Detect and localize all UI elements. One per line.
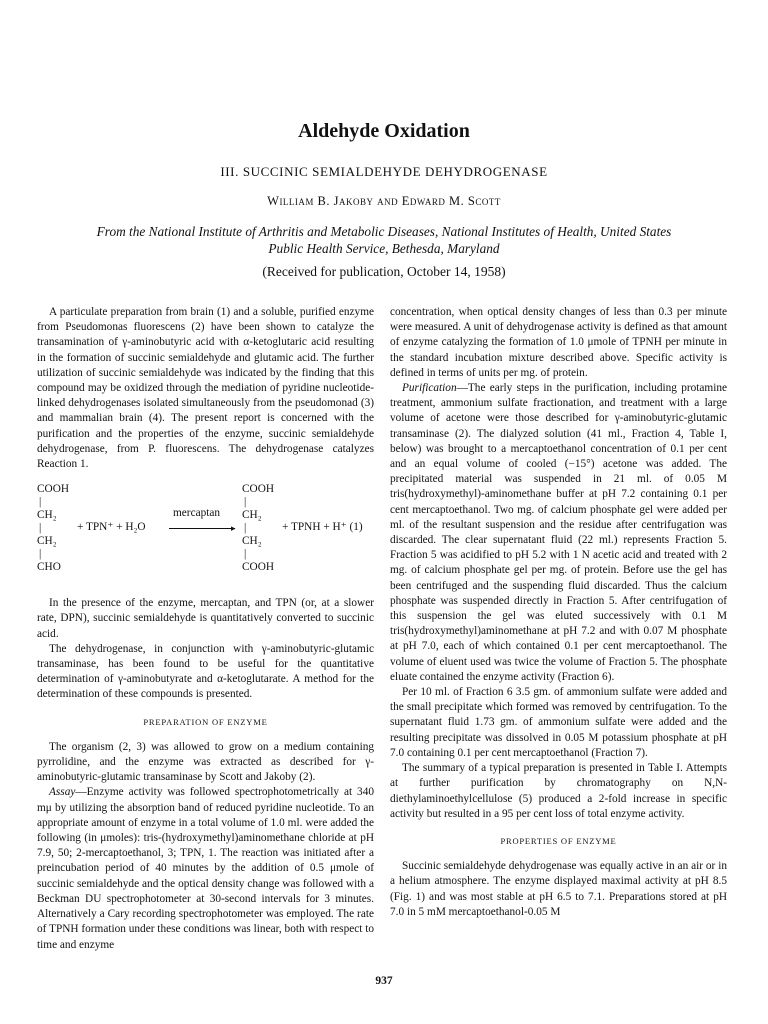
arrow-head: ▸ (231, 523, 236, 534)
reactant-line-5: CH₂ (37, 535, 57, 548)
section-heading-properties: PROPERTIES OF ENZYME (500, 835, 617, 846)
paragraph-purification (390, 381, 727, 685)
reactant-line-7: CHO (37, 561, 61, 574)
product-line-3: CH₂ (242, 509, 262, 522)
received-date: (Received for publication, October 14, 1958) (262, 264, 506, 279)
product-line-7: COOH (242, 561, 275, 574)
purification-lead: Purification (402, 382, 457, 395)
reactant-line-3: CH₂ (37, 509, 57, 522)
paragraph-method: The dehydrogenase, in conjunction with γ-aminobutyric-glutamic transaminase, has been found to be useful for the quantitative determination of γ-aminobutyrate and α-ketoglutarate. A method for the determination of these compounds is presented. (37, 642, 374, 701)
product-bond-2: | (244, 522, 247, 535)
affiliation: From the National Institute of Arthritis and Metabolic Diseases, National Institutes of Health, United States Public Health Service, Bethesda, Maryland (96, 224, 672, 256)
reaction-arrow (169, 528, 235, 529)
product-line-5: CH₂ (242, 535, 262, 548)
reactant-bond-3: | (39, 548, 42, 561)
arrow-label: mercaptan (173, 507, 221, 520)
paragraph-organism: The organism (2, 3) was allowed to grow on a medium containing pyrrolidine, and the enzyme was extracted as described for γ-aminobutyric-glutamic transaminase by Scott and Jakoby (2). (37, 740, 374, 784)
author-conjunction: and (377, 194, 399, 208)
paragraph-properties: Succinic semialdehyde dehydrogenase was equally active in an air or in a helium atmosphere. The enzyme displayed maximal activity at pH 8.5 (Fig. 1) and was most stable at pH 6.5 to 7.1. Preparations stored at pH 7.0 in 5 mM mercaptoethanol-0.05 M (390, 860, 727, 918)
paragraph-assay (37, 785, 374, 952)
page-number: 937 (375, 975, 393, 987)
reactant-bond-1: | (39, 496, 42, 509)
paragraph-conversion: In the presence of the enzyme, mercaptan, and TPN (or, at a slower rate, DPN), succinic semialdehyde is quantitatively converted to succinic acid. (37, 597, 374, 640)
product-bond-3: | (244, 548, 247, 561)
assay-text: —Enzyme activity was followed spectrophotometrically at 340 mμ by utilizing the absorption band of reduced pyridine nucleotide. To an appropriate amount of enzyme in a total volume of 1.0 ml. were added the following (in μmoles): tris-(hydroxymethyl)aminomethane chloride at pH 7.9, 50; 2-mercaptoethanol, 3; TPN, 1. The reaction was initiated after a preincubation period of 40 minutes by the addition of 0.5 μmole of succinic semialdehyde and the optical density change was followed with a Beckman DU spectrophotometer at 30-second intervals for 3 minutes. Alternatively a Cary recording spectrophotometer was employed. The rate of TPNH formation under these conditions was linear, both with respect to time and enzyme (37, 786, 374, 951)
reaction-1-equation (37, 482, 374, 588)
author-line (0, 194, 768, 209)
product-bond-1: | (244, 496, 247, 509)
product-cofactors: + TPNH + H⁺ (1) (282, 521, 363, 534)
author-2: Edward M. Scott (401, 194, 501, 208)
reactant-bond-2: | (39, 522, 42, 535)
paragraph-summary: The summary of a typical preparation is presented in Table I. Attempts at further purification by chromatography on N,N-diethylaminoethylcellulose (5) produced a 2-fold increase in specific activity but resulted in a 95 per cent loss of total enzyme activity. (390, 762, 727, 820)
paragraph-unit-definition: concentration, when optical density changes of less than 0.3 per minute were measured. A unit of dehydrogenase activity is defined as that amount of enzyme catalyzing the formation of 1.0 μmole of TPNH per minute in the standard incubation mixture described above. Specific activity is defined in terms of units per mg. of protein. (390, 306, 727, 379)
reactant-cofactors: + TPN⁺ + H₂O (77, 521, 146, 534)
article-subtitle: III. SUCCINIC SEMIALDEHYDE DEHYDROGENASE (220, 164, 548, 179)
left-column (37, 305, 374, 953)
right-column (390, 305, 727, 920)
paragraph-fraction-7: Per 10 ml. of Fraction 6 3.5 gm. of ammonium sulfate were added and the small precipitate which formed was removed by centrifugation. To the supernatant fluid 1.73 gm. of ammonium sulfate were added and the resulting precipitate was dissolved in 0.05 M potassium phosphate at pH 7.0 containing 0.1 per cent mercaptoethanol (Fraction 7). (390, 686, 727, 759)
article-title: Aldehyde Oxidation (298, 120, 470, 142)
section-heading-preparation: PREPARATION OF ENZYME (143, 716, 268, 727)
reactant-line-1: COOH (37, 483, 70, 496)
assay-lead: Assay (49, 786, 76, 799)
intro-paragraph: A particulate preparation from brain (1) and a soluble, purified enzyme from Pseudomonas fluorescens (2) have been shown to catalyze the transamination of γ-aminobutyric acid with α-ketoglutaric acid resulting in the formation of succinic semialdehyde and glutamic acid. The further utilization of succinic semialdehyde was indicated by the finding that this compound may be oxidized through the mediation of pyridine nucleotide-linked dehydrogenases isolated simultaneously from the pseudomonad (3) and mammalian brain (4). The present report is concerned with the purification and the properties of the enzyme, succinic semialdehyde dehydrogenase, from P. fluorescens. The dehydrogenase catalyzes Reaction 1. (37, 306, 374, 471)
purification-text: —The early steps in the purification, including protamine treatment, ammonium sulfate fractionation, and treatment with a large volume of acetone were those described for γ-aminobutyric-glutamic transaminase (2). The dialyzed solution (41 ml., Fraction 4, Table I, below) was brought to a mercaptoethanol concentration of 0.1 per cent and an equal volume of cooled (−15°) acetone was added. The precipitated material was suspended in 21 ml. of 0.05 M tris(hydroxymethyl)-aminomethane buffer at pH 7.2 containing 0.1 per cent mercaptoethanol. Two mg. of calcium phosphate gel were added per ml. of the resultant suspension and the residue after centrifugation was discarded. The clear supernatant fluid (22 ml.) represents Fraction 5. Fraction 5 was acidified to pH 5.2 with 1 N acetic acid and treated with 2 mg. of calcium phosphate gel per mg. of protein. Before use the gel has been centrifuged and the suspending fluid discarded. Thus the calcium phosphate was suspended directly in Fraction 5. After centrifugation of this suspension the gel was eluted successively with 0.1 M tris(hydroxymethyl)aminomethane at pH 7.2 and with 0.07 M phosphate at pH 7.0, each of which contained 0.1 per cent mercaptoethanol. The volume of eluent used was twice the volume of Fraction 5. The phosphate eluate contained the enzyme activity (Fraction 6). (390, 382, 727, 683)
author-1: William B. Jakoby (267, 194, 374, 208)
product-line-1: COOH (242, 483, 275, 496)
